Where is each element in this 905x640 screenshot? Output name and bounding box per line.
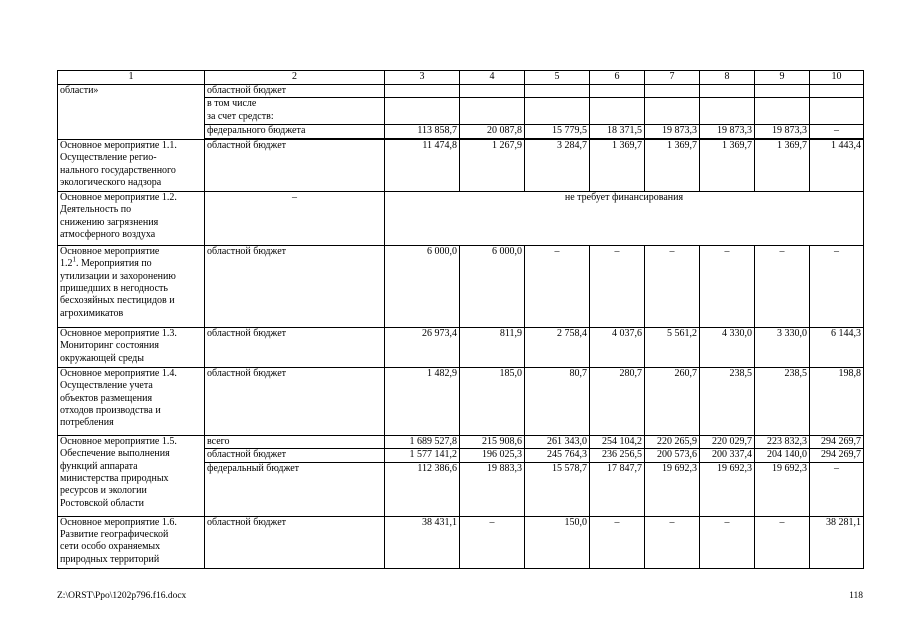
value-cell: – — [755, 245, 810, 327]
table-row — [58, 516, 864, 568]
value-cell: – — [645, 516, 700, 568]
activity-name: Основное мероприятие 1.1. Осуществление регио- нального государственного экологического надзора — [58, 139, 205, 191]
funding-source: областной бюджет — [205, 367, 385, 435]
activity-name: Основное мероприятие 1.2. Деятельность по снижению загрязнения атмосферного воздуха — [58, 191, 205, 245]
activity-name: Основное мероприятие 1.3. Мониторинг состояния окружающей среды — [58, 327, 205, 367]
value-cell: 1 267,9 — [460, 139, 525, 191]
value-cell: 1 443,4 — [810, 139, 864, 191]
col-header: 3 — [385, 71, 460, 85]
value-cell: – — [700, 516, 755, 568]
value-cell: 15 578,7 — [525, 462, 590, 516]
value-cell: 223 832,3 — [755, 435, 810, 448]
value-cell: 19 692,3 — [755, 462, 810, 516]
activity-name: Основное мероприятие $1.2^1$. Мероприятия по утилизации и захоронению пришедших в негодность бесхозяйных пестицидов и агрохимикатов — [58, 245, 205, 327]
value-cell: 11 474,8 — [385, 139, 460, 191]
value-cell: 17 847,7 — [590, 462, 645, 516]
value-cell: 1 577 141,2 — [385, 449, 460, 462]
table-row — [58, 367, 864, 435]
col-header: 2 — [205, 71, 385, 85]
value-cell: 254 104,2 — [590, 435, 645, 448]
value-cell: 196 025,3 — [460, 449, 525, 462]
value-cell: 215 908,6 — [460, 435, 525, 448]
activity-name: Основное мероприятие 1.6. Развитие географической сети особо охраняемых природных территорий — [58, 516, 205, 568]
value-cell: 38 431,1 — [385, 516, 460, 568]
value-cell: 260,7 — [645, 367, 700, 435]
value-cell: – — [645, 245, 700, 327]
col-header: 9 — [755, 71, 810, 85]
col-header: 6 — [590, 71, 645, 85]
value-cell: – — [700, 245, 755, 327]
col-header: 7 — [645, 71, 700, 85]
value-cell: 245 764,3 — [525, 449, 590, 462]
value-cell: 19 692,3 — [700, 462, 755, 516]
value-cell: 1 369,7 — [700, 139, 755, 191]
program-table — [57, 70, 864, 569]
page-number: 118 — [849, 591, 863, 601]
col-header: 4 — [460, 71, 525, 85]
value-cell: 6 144,3 — [810, 327, 864, 367]
value-cell: 26 973,4 — [385, 327, 460, 367]
value-cell: 294 269,7 — [810, 435, 864, 448]
value-cell: 261 343,0 — [525, 435, 590, 448]
activity-name: области» — [58, 85, 205, 140]
funding-source: федерального бюджета — [205, 125, 385, 138]
value-cell: 220 029,7 — [700, 435, 755, 448]
value-cell: 4 330,0 — [700, 327, 755, 367]
value-cell: 19 883,3 — [460, 462, 525, 516]
value-cell: 3 330,0 — [755, 327, 810, 367]
value-cell: 2 758,4 — [525, 327, 590, 367]
table-row — [58, 139, 864, 191]
value-cell: 1 369,7 — [645, 139, 700, 191]
value-cell: 15 779,5 — [525, 125, 590, 138]
funding-source: областной бюджет — [205, 139, 385, 191]
no-funding-note: не требует финансирования — [385, 191, 864, 245]
value-cell: 1 369,7 — [590, 139, 645, 191]
value-cell: – — [810, 125, 864, 138]
value-cell: 6 000,0 — [385, 245, 460, 327]
value-cell: 113 858,7 — [385, 125, 460, 138]
funding-source: областной бюджет — [205, 85, 385, 98]
col-header: 8 — [700, 71, 755, 85]
value-cell: 19 873,3 — [700, 125, 755, 138]
header-row — [58, 71, 864, 85]
table-row — [58, 435, 864, 448]
value-cell: 185,0 — [460, 367, 525, 435]
value-cell: 236 256,5 — [590, 449, 645, 462]
footer-file-path: Z:\ORST\Ppo\1202p796.f16.docx — [57, 591, 187, 601]
value-cell: 5 561,2 — [645, 327, 700, 367]
value-cell: 18 371,5 — [590, 125, 645, 138]
funding-source: областной бюджет — [205, 327, 385, 367]
value-cell: 1 689 527,8 — [385, 435, 460, 448]
col-header: 5 — [525, 71, 590, 85]
funding-source: в том числе за счет средств: — [205, 98, 385, 125]
value-cell: 19 692,3 — [645, 462, 700, 516]
value-cell: 280,7 — [590, 367, 645, 435]
value-cell: 294 269,7 — [810, 449, 864, 462]
value-cell: – — [460, 516, 525, 568]
value-cell: 80,7 — [525, 367, 590, 435]
value-cell: 238,5 — [755, 367, 810, 435]
value-cell: 238,5 — [700, 367, 755, 435]
value-cell: 198,8 — [810, 367, 864, 435]
activity-name: Основное мероприятие 1.5. Обеспечение выполнения функций аппарата министерства природных ресурсов и экологии Ростовской области — [58, 435, 205, 516]
value-cell: – — [810, 245, 864, 327]
funding-source: областной бюджет — [205, 516, 385, 568]
table-row — [58, 327, 864, 367]
value-cell: – — [590, 516, 645, 568]
value-cell: 3 284,7 — [525, 139, 590, 191]
value-cell: 1 369,7 — [755, 139, 810, 191]
value-cell: 200 337,4 — [700, 449, 755, 462]
value-cell: 220 265,9 — [645, 435, 700, 448]
col-header: 10 — [810, 71, 864, 85]
value-cell: 1 482,9 — [385, 367, 460, 435]
value-cell: 19 873,3 — [755, 125, 810, 138]
value-cell: – — [755, 516, 810, 568]
value-cell: 200 573,6 — [645, 449, 700, 462]
value-cell: – — [590, 245, 645, 327]
col-header: 1 — [58, 71, 205, 85]
value-cell: 38 281,1 — [810, 516, 864, 568]
value-cell: 20 087,8 — [460, 125, 525, 138]
table-row — [58, 85, 864, 98]
value-cell: 19 873,3 — [645, 125, 700, 138]
value-cell: 204 140,0 — [755, 449, 810, 462]
value-cell: 4 037,6 — [590, 327, 645, 367]
value-cell: – — [525, 245, 590, 327]
funding-source: областной бюджет — [205, 245, 385, 327]
funding-source: – — [205, 191, 385, 245]
activity-name: Основное мероприятие 1.4. Осуществление учета объектов размещения отходов производства и потребления — [58, 367, 205, 435]
value-cell: 150,0 — [525, 516, 590, 568]
value-cell: 811,9 — [460, 327, 525, 367]
funding-source: всего — [205, 435, 385, 448]
table-row — [58, 245, 864, 327]
value-cell: 112 386,6 — [385, 462, 460, 516]
funding-source: федеральный бюджет — [205, 462, 385, 516]
value-cell: 6 000,0 — [460, 245, 525, 327]
value-cell: – — [810, 462, 864, 516]
table-row — [58, 191, 864, 245]
funding-source: областной бюджет — [205, 449, 385, 462]
